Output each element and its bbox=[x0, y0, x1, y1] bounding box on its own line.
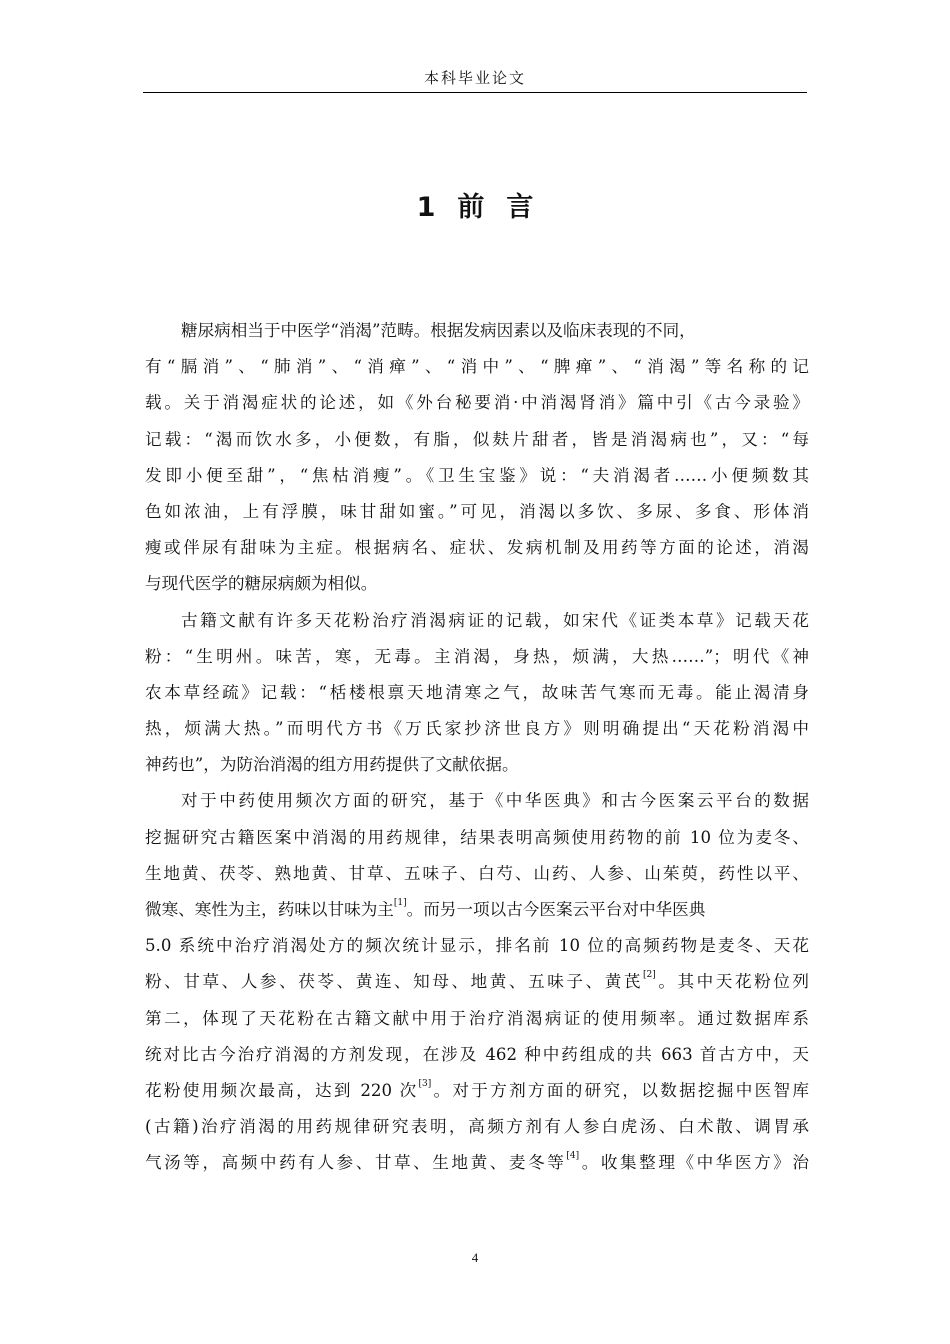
line-text: 气汤等，高频中药有人参、甘草、生地黄、麦冬等 bbox=[145, 1153, 567, 1173]
paragraph-line bbox=[145, 458, 809, 494]
paragraph-line bbox=[145, 856, 809, 892]
line-text-after-citation: 。收集整理《中华医方》治 bbox=[579, 1153, 810, 1173]
page-number-value: 4 bbox=[471, 1250, 479, 1265]
citation-ref: [4] bbox=[566, 1151, 580, 1162]
line-text: 生地黄、茯苓、熟地黄、甘草、五味子、白芍、山药、人参、山茱萸，药性以平、 bbox=[145, 863, 809, 883]
paragraph-line bbox=[145, 603, 809, 639]
line-text: 5.0 系统中治疗消渴处方的频次统计显示，排名前 10 位的高频药物是麦冬、天花 bbox=[145, 936, 809, 956]
paragraph-line bbox=[145, 964, 809, 1000]
page-header bbox=[143, 66, 807, 93]
line-text: 第二，体现了天花粉在古籍文献中用于治疗消渴病证的使用频率。通过数据库系 bbox=[145, 1008, 809, 1028]
line-text: 统对比古今治疗消渴的方剂发现，在涉及 462 种中药组成的共 663 首古方中，天 bbox=[145, 1044, 809, 1064]
paragraph-line bbox=[145, 422, 809, 458]
line-text: 糖尿病相当于中医学“消渴”范畴。根据发病因素以及临床表现的不同， bbox=[181, 321, 696, 340]
line-text-after-citation: 。而另一项以古今医案云平台对中华医典 bbox=[406, 900, 706, 919]
line-text: 神药也”，为防治消渴的组方用药提供了文献依据。 bbox=[145, 755, 519, 775]
line-text: 色如浓油，上有浮膜，味甘甜如蜜。”可见，消渴以多饮、多尿、多食、形体消 bbox=[145, 501, 809, 521]
paragraph-line bbox=[145, 385, 809, 421]
line-text: 对于中药使用频次方面的研究，基于《中华医典》和古今医案云平台的数据 bbox=[181, 791, 809, 811]
paragraph-line bbox=[145, 892, 809, 928]
paragraph-line bbox=[145, 820, 809, 856]
paragraph-line bbox=[145, 1145, 809, 1181]
paragraph bbox=[145, 783, 809, 1181]
paragraph-line bbox=[145, 747, 809, 783]
line-text: 挖掘研究古籍医案中消渴的用药规律，结果表明高频使用药物的前 10 位为麦冬、 bbox=[145, 827, 809, 847]
paragraph-line bbox=[145, 1037, 809, 1073]
line-text: 古籍文献有许多天花粉治疗消渴病证的记载，如宋代《证类本草》记载天花 bbox=[181, 610, 809, 630]
paragraph-line bbox=[145, 313, 809, 349]
paragraph-line bbox=[145, 928, 809, 964]
paragraph-line bbox=[145, 783, 809, 819]
line-text: 记载：“渴而饮水多，小便数，有脂，似麸片甜者，皆是消渴病也”，又：“每 bbox=[145, 429, 809, 449]
line-text-after-citation: 。对于方剂方面的研究，以数据挖掘中医智库 bbox=[431, 1080, 809, 1100]
paragraph-line bbox=[145, 1001, 809, 1037]
paragraph-line bbox=[145, 711, 809, 747]
paragraph-line bbox=[145, 675, 809, 711]
paragraph bbox=[145, 603, 809, 784]
paragraph-line bbox=[145, 1073, 809, 1109]
citation-ref: [3] bbox=[418, 1078, 432, 1089]
line-text: 与现代医学的糖尿病颇为相似。 bbox=[145, 574, 378, 594]
line-text: (古籍)治疗消渴的用药规律研究表明，高频方剂有人参白虎汤、白术散、调胃承 bbox=[145, 1117, 809, 1137]
paragraph-line bbox=[145, 1109, 809, 1145]
line-text: 有“膈消”、“肺消”、“消瘅”、“消中”、“脾瘅”、“消渴”等名称的记 bbox=[145, 357, 809, 377]
line-text: 粉：“生明州。味苦，寒，无毒。主消渴，身热，烦满，大热……”；明代《神 bbox=[145, 646, 809, 666]
paragraph-line bbox=[145, 494, 809, 530]
line-text-after-citation: 。其中天花粉位列 bbox=[655, 972, 810, 992]
line-text: 发即小便至甜”，“焦枯消瘦”。《卫生宝鉴》说：“夫消渴者……小便频数其 bbox=[145, 465, 809, 485]
line-text: 热，烦满大热。”而明代方书《万氏家抄济世良方》则明确提出“天花粉消渴中 bbox=[145, 719, 809, 739]
paragraph-line bbox=[145, 530, 809, 566]
paragraph-line bbox=[145, 639, 809, 675]
chapter-title-char-1: 前 bbox=[457, 192, 485, 223]
line-text: 农本草经疏》记载：“栝楼根禀天地清寒之气，故味苦气寒而无毒。能止渴清身 bbox=[145, 682, 809, 702]
line-text: 微寒、寒性为主，药味以甘味为主 bbox=[145, 900, 394, 919]
line-text: 瘦或伴尿有甜味为主症。根据病名、症状、发病机制及用药等方面的论述，消渴 bbox=[145, 538, 809, 558]
line-text: 载。关于消渴症状的论述，如《外台秘要消·中消渴肾消》篇中引《古今录验》 bbox=[145, 393, 809, 413]
chapter-title-char-2: 言 bbox=[506, 192, 534, 223]
citation-ref: [2] bbox=[643, 970, 656, 981]
paragraph-line bbox=[145, 566, 809, 602]
paragraph bbox=[145, 313, 809, 603]
page-number bbox=[0, 1250, 950, 1266]
line-text: 花粉使用频次最高，达到 220 次 bbox=[145, 1080, 419, 1100]
body-text bbox=[145, 313, 809, 1182]
citation-ref: [1] bbox=[393, 898, 407, 908]
chapter-title bbox=[0, 188, 950, 228]
chapter-number: 1 bbox=[416, 192, 436, 223]
paragraph-line bbox=[145, 349, 809, 385]
header-title: 本科毕业论文 bbox=[423, 69, 526, 87]
line-text: 粉、甘草、人参、茯苓、黄连、知母、地黄、五味子、黄芪 bbox=[145, 972, 644, 992]
